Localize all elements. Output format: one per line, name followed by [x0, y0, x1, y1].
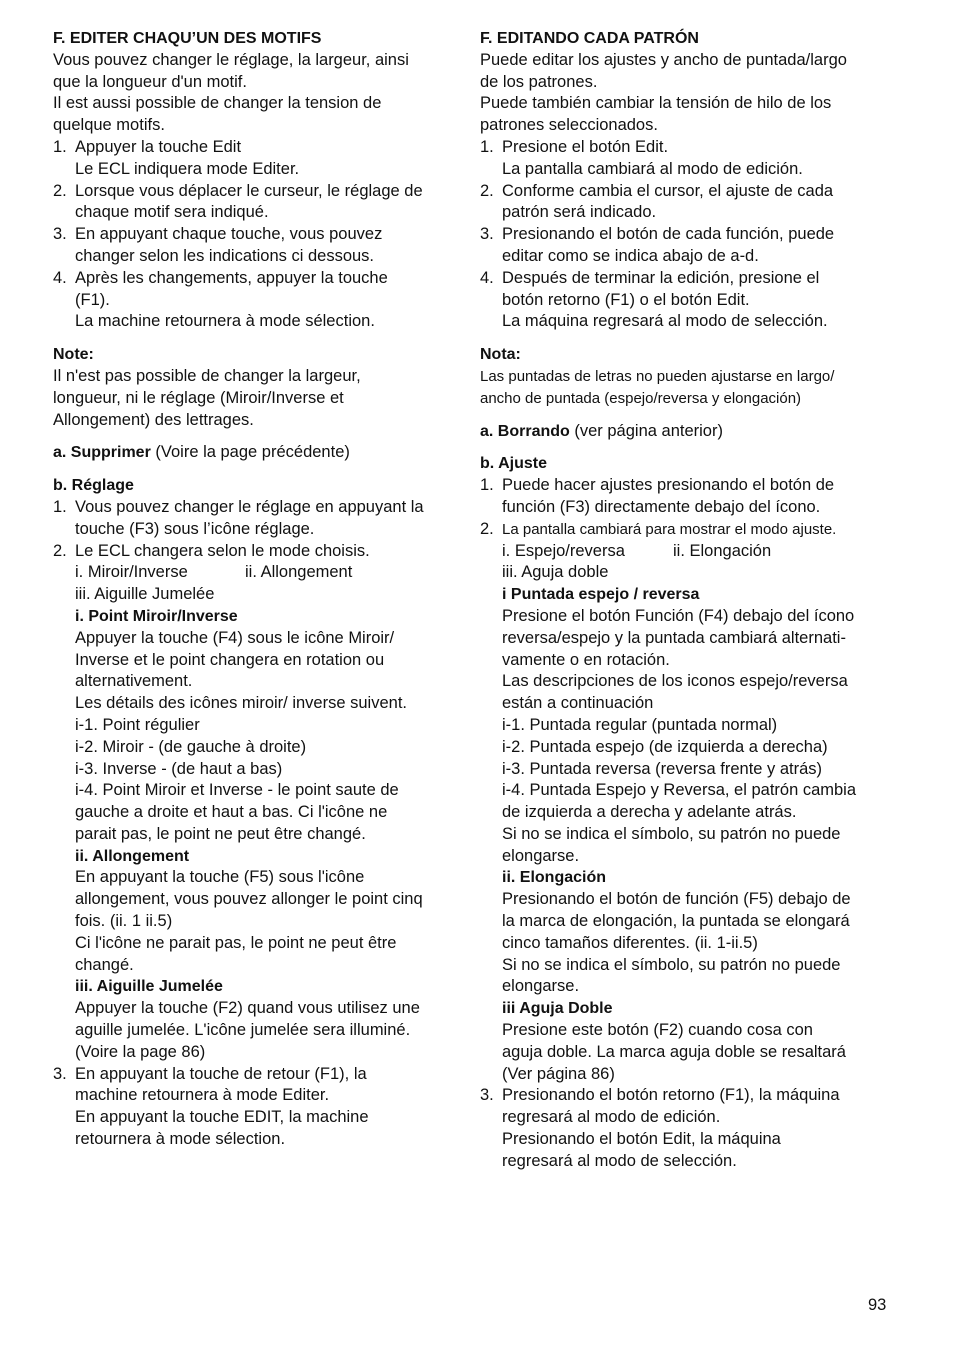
step-item: 4. Après les changements, appuyer la touche: [53, 268, 388, 287]
ii-line: changé.: [75, 955, 134, 974]
note-line: ancho de puntada (espejo/reversa y elongación): [480, 389, 802, 407]
step-line: La pantalla cambiará al modo de edición.: [502, 159, 803, 178]
i-title: i Puntada espejo / reversa: [502, 586, 700, 604]
step-line: changer selon les indications ci dessous.: [75, 246, 375, 265]
ii-line: cinco tamaños diferentes. (ii. 1-ii.5): [502, 933, 758, 952]
note-title: Nota:: [480, 346, 521, 364]
i-line: i-2. Puntada espejo (de izquierda a derecha): [502, 737, 828, 756]
ii-line: la marca de elongación, la puntada se elongará: [502, 912, 850, 931]
step-item: 3. Presionando el botón de cada función, puede: [480, 225, 835, 244]
intro-line: de los patrones.: [480, 72, 598, 91]
left-column-french: [53, 28, 468, 1151]
step-line: touche (F3) sous l’icône réglage.: [75, 519, 315, 538]
step-line: chaque motif sera indiqué.: [75, 203, 269, 222]
step-item: 1. Puede hacer ajustes presionando el botón de: [480, 476, 835, 495]
i-line: vamente o en rotación.: [502, 650, 670, 669]
i-line: parait pas, le point ne peut être changé.: [75, 824, 366, 843]
step-line: editar como se indica abajo de a-d.: [502, 246, 759, 265]
intro-line: quelque motifs.: [53, 116, 165, 135]
i-line: i-4. Puntada Espejo y Reversa, el patrón cambia: [502, 781, 857, 800]
step-line: retournera à mode sélection.: [75, 1130, 286, 1149]
step-line: regresará al modo de edición.: [502, 1108, 721, 1127]
mode-line: iii. Aiguille Jumelée: [75, 585, 215, 604]
i-line: i-1. Puntada regular (puntada normal): [502, 715, 778, 734]
ii-line: fois. (ii. 1 ii.5): [75, 912, 173, 931]
i-line: elongarse.: [502, 846, 580, 865]
note-title: Note:: [53, 346, 94, 364]
iii-line: aguja doble. La marca aguja doble se resaltará: [502, 1042, 846, 1061]
i-line: Inverse et le point changera en rotation ou: [75, 650, 385, 669]
i-line: reversa/espejo y la puntada cambiará alternati-: [502, 628, 846, 647]
step-item: 3. En appuyant la touche de retour (F1), la: [53, 1064, 367, 1083]
subsection-a: a. Borrando (ver página anterior): [480, 421, 723, 440]
step-line: En appuyant la touche EDIT, la machine: [75, 1108, 369, 1127]
step-item: 2. La pantalla cambiará para mostrar el modo ajuste.: [480, 519, 837, 538]
i-line: gauche a droite et haut a bas. Ci l'icône ne: [75, 803, 388, 822]
iii-line: aguille jumelée. L'icône jumelée sera illuminé.: [75, 1021, 411, 1040]
iii-line: (Ver página 86): [502, 1064, 615, 1083]
ii-title: ii. Allongement: [75, 847, 190, 865]
note-line: Il n'est pas possible de changer la largeur,: [53, 366, 361, 385]
step-item: 1. Vous pouvez changer le réglage en appuyant la: [53, 497, 424, 516]
step-item: 2. Conforme cambia el cursor, el ajuste de cada: [480, 181, 834, 200]
i-line: Las descripciones de los iconos espejo/reversa: [502, 672, 848, 691]
step-line: Presionando el botón Edit, la máquina: [502, 1130, 781, 1149]
ii-line: En appuyant la touche (F5) sous l'icône: [75, 868, 365, 887]
intro-line: Puede editar los ajustes y ancho de puntada/largo: [480, 50, 847, 69]
subsection-b-title: b. Réglage: [53, 477, 134, 495]
note-line: Las puntadas de letras no pueden ajustarse en largo/: [480, 367, 835, 385]
subsection-b-title: b. Ajuste: [480, 455, 547, 473]
step-line: regresará al modo de selección.: [502, 1151, 737, 1170]
intro-line: patrones seleccionados.: [480, 116, 658, 135]
iii-line: Appuyer la touche (F2) quand vous utilisez une: [75, 999, 420, 1018]
intro-line: Il est aussi possible de changer la tension de: [53, 94, 382, 113]
step-line: función (F3) directamente debajo del ícono.: [502, 497, 821, 516]
ii-line: Presionando el botón de función (F5) debajo de: [502, 890, 851, 909]
ii-title: ii. Elongación: [502, 869, 607, 887]
step-line: patrón será indicado.: [502, 203, 657, 222]
note-line: Allongement) des lettrages.: [53, 410, 254, 429]
step-item: 1. Appuyer la touche Edit: [53, 137, 242, 156]
intro-line: Vous pouvez changer le réglage, la largeur, ainsi: [53, 50, 409, 69]
i-line: i-2. Miroir - (de gauche à droite): [75, 737, 307, 756]
step-line: Le ECL indiquera mode Editer.: [75, 159, 300, 178]
step-item: 3. Presionando el botón retorno (F1), la máquina: [480, 1086, 840, 1105]
i-line: Si no se indica el símbolo, su patrón no puede: [502, 824, 841, 843]
page-number: 93: [868, 1296, 887, 1314]
step-line: La machine retournera à mode sélection.: [75, 312, 375, 331]
step-item: 2. Lorsque vous déplacer le curseur, le réglage de: [53, 181, 423, 200]
i-line: de izquierda a derecha y adelante atrás.: [502, 803, 797, 822]
iii-title: iii. Aiguille Jumelée: [75, 978, 223, 996]
step-line: (F1).: [75, 290, 110, 309]
ii-line: elongarse.: [502, 977, 580, 996]
iii-line: Presione este botón (F2) cuando cosa con: [502, 1021, 813, 1040]
intro-line: Puede también cambiar la tensión de hilo de los: [480, 94, 832, 113]
section-title: F. EDITER CHAQU’UN DES MOTIFS: [53, 30, 322, 47]
i-title: i. Point Miroir/Inverse: [75, 607, 238, 625]
modes-row: i. Miroir/Inverse ii. Allongement: [75, 563, 353, 582]
i-line: i-3. Puntada reversa (reversa frente y atrás): [502, 759, 823, 778]
intro-line: que la longueur d'un motif.: [53, 72, 247, 91]
right-column-spanish: [480, 28, 895, 1173]
iii-title: iii Aguja Doble: [502, 1000, 613, 1018]
i-line: i-4. Point Miroir et Inverse - le point saute de: [75, 781, 399, 800]
i-line: Presione el botón Función (F4) debajo del ícono: [502, 606, 855, 625]
mode-line: iii. Aguja doble: [502, 563, 609, 582]
i-line: alternativement.: [75, 672, 193, 691]
iii-line: (Voire la page 86): [75, 1042, 206, 1061]
i-line: están a continuación: [502, 694, 654, 713]
subsection-a: a. Supprimer (Voire la page précédente): [53, 443, 350, 462]
step-item: 3. En appuyant chaque touche, vous pouvez: [53, 225, 383, 244]
ii-line: Ci l'icône ne parait pas, le point ne peut être: [75, 933, 397, 952]
i-line: i-3. Inverse - (de haut a bas): [75, 759, 283, 778]
section-title: F. EDITANDO CADA PATRÓN: [480, 30, 699, 47]
ii-line: Si no se indica el símbolo, su patrón no puede: [502, 955, 841, 974]
note-line: longueur, ni le réglage (Miroir/Inverse et: [53, 388, 344, 407]
step-line: La máquina regresará al modo de selección.: [502, 312, 828, 331]
step-item: 2. Le ECL changera selon le mode choisis.: [53, 541, 370, 560]
ii-line: allongement, vous pouvez allonger le point cinq: [75, 890, 423, 909]
i-line: i-1. Point régulier: [75, 715, 200, 734]
step-item: 1. Presione el botón Edit.: [480, 137, 669, 156]
step-item: 4. Después de terminar la edición, presione el: [480, 268, 820, 287]
i-line: Les détails des icônes miroir/ inverse suivent.: [75, 694, 407, 713]
modes-row: i. Espejo/reversa ii. Elongación: [502, 541, 772, 560]
step-line: machine retournera à mode Editer.: [75, 1086, 330, 1105]
step-line: botón retorno (F1) o el botón Edit.: [502, 290, 750, 309]
i-line: Appuyer la touche (F4) sous le icône Miroir/: [75, 628, 395, 647]
